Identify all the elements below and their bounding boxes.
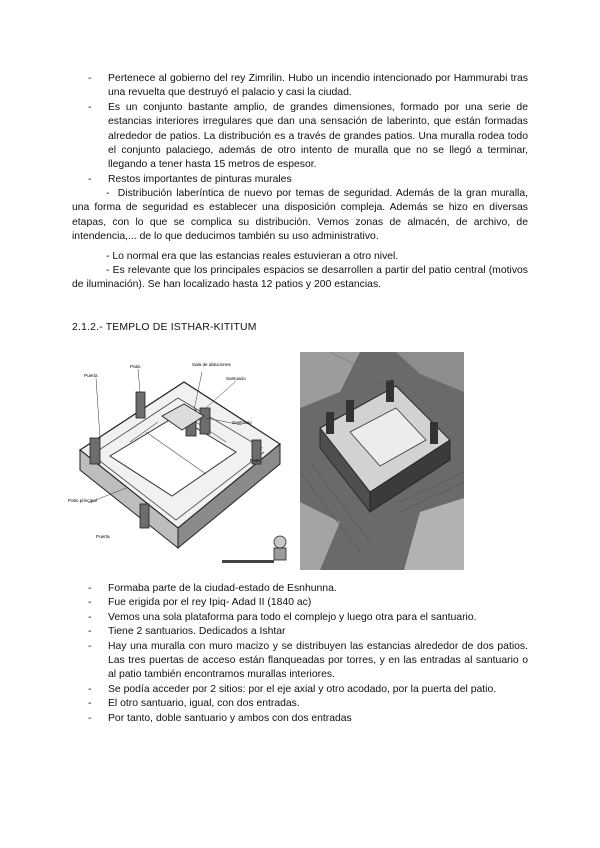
list-item-text: Se podía acceder por 2 sitios: por el eje axial y otro acodado, por la puerta del patio.: [108, 683, 497, 695]
list-item: [88, 101, 528, 173]
bullet-marker: -: [88, 173, 92, 185]
list-item-text: Tiene 2 santuarios. Dedicados a Ishtar: [108, 626, 286, 638]
bullet-marker: -: [106, 188, 110, 199]
list-item-text: Hay una muralla con muro macizo y se distribuyen las estancias alrededor de dos patios. Las tres puertas de acceso están flanqueadas por torres, y en las entradas al santuario o al patio también encontramos murallas interiores.: [108, 640, 528, 681]
list-item: [88, 72, 528, 101]
temple-aerial-illustration: [300, 352, 464, 570]
bullet-marker: -: [88, 640, 92, 652]
bullet-marker: -: [88, 583, 92, 594]
list-item-text: Es un conjunto bastante amplio, de grandes dimensiones, formado por una serie de estancias interiores irregulares que dan una sensación de laberinto, que están formadas alrededor de patios. La distribución es a través de grandes patios. Una muralla rodea todo el conjunto palaciego, además de otro intento de muralla que no se llegó a terminar, llegando a tener hasta 15 metros de espesor.: [108, 101, 528, 171]
paragraph-patios: [72, 264, 528, 293]
paragraph-security: [72, 187, 528, 245]
list-item-text: Vemos una sola plataforma para todo el complejo y luego otra para el santuario.: [108, 611, 477, 623]
list-item-text: Restos importantes de pinturas murales: [108, 173, 292, 185]
paragraph-text: Distribución laberíntica de nuevo por temas de seguridad. Además de la gran muralla, una forma de seguridad es establecer una disposición compleja. Además se hizo en diversas etapas, con lo que se complica su distribución. Vemos zonas de almacén, de archivo, de intendencia,... de lo que deducimos también su uso administrativo.: [72, 188, 528, 243]
bullet-marker: -: [88, 101, 92, 113]
list-item: [88, 173, 528, 187]
top-bullet-list: [88, 72, 528, 187]
figure-label: Santuario: [232, 420, 252, 425]
section-heading: 2.1.2.- TEMPLO DE ISTHAR-KITITUM: [72, 322, 257, 333]
bullet-marker: -: [88, 712, 92, 724]
list-item-text: Pertenece al gobierno del rey Zimrilin. Hubo un incendio intencionado por Hammurabi tras una revuelta que destruyó el palacio y casi la ciudad.: [108, 73, 528, 99]
figure-label: Patio: [130, 364, 141, 369]
list-item: [88, 640, 528, 683]
list-item: [88, 582, 528, 596]
list-item-text: Por tanto, doble santuario y ambos con dos entradas: [108, 712, 352, 724]
bullet-marker: -: [88, 626, 92, 638]
figure-label: Santuario: [226, 376, 246, 381]
bullet-marker: -: [88, 683, 92, 695]
paragraph-text: - Lo normal era que las estancias reales estuvieran a otro nivel.: [106, 251, 399, 262]
paragraph-royal-rooms: [72, 250, 528, 264]
list-item: [88, 596, 528, 610]
list-item-text: Formaba parte de la ciudad-estado de Esnhunna.: [108, 583, 337, 594]
bottom-bullet-list: [88, 582, 528, 726]
figure-label: Puerta: [84, 373, 98, 378]
bullet-marker: -: [88, 73, 92, 84]
figure-label: Puerta: [96, 534, 110, 539]
list-item-text: Fue erigida por el rey Ipiq- Adad II (1840 ac): [108, 597, 312, 609]
list-item: [88, 697, 528, 711]
list-item: [88, 683, 528, 697]
list-item-text: El otro santuario, igual, con dos entradas.: [108, 698, 300, 710]
list-item: [88, 611, 528, 625]
figure-label: Patio principal: [68, 498, 97, 503]
bullet-marker: -: [88, 597, 92, 609]
figure-label: Patio: [250, 458, 261, 463]
temple-isometric-drawing: [66, 352, 294, 570]
paragraph-text: - Es relevante que los principales espacios se desarrollen a partir del patio central (motivos de iluminación). Se han localizado hasta 12 patios y 200 estancias.: [72, 265, 528, 291]
list-item: [88, 712, 528, 726]
list-item: [88, 625, 528, 639]
figure-label: Sala de abluciones: [192, 362, 231, 367]
bullet-marker: -: [88, 698, 92, 710]
bullet-marker: -: [88, 611, 92, 623]
